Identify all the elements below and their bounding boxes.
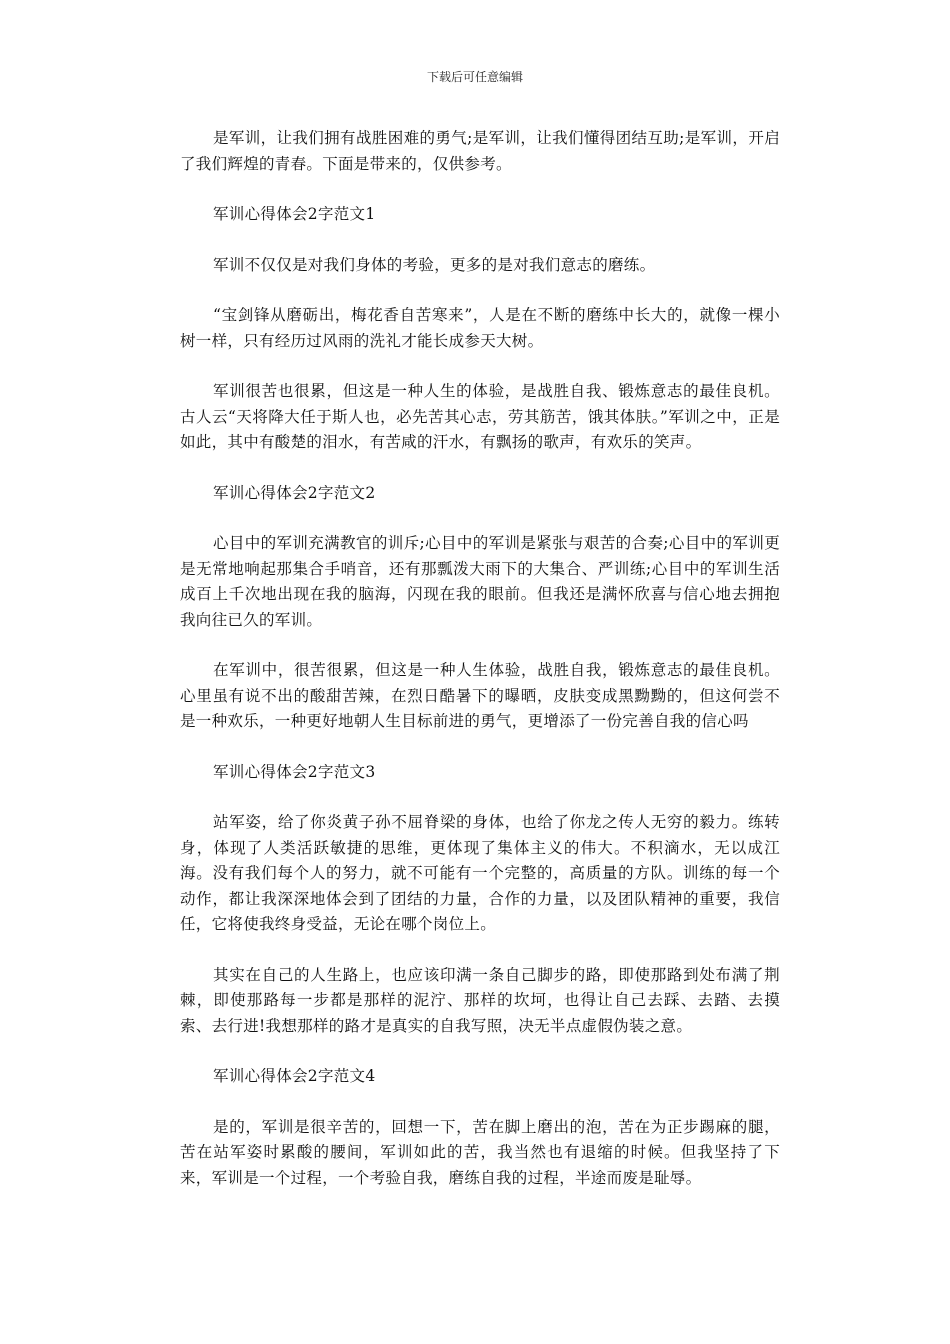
paragraph: 是的，军训是很辛苦的，回想一下，苦在脚上磨出的泡，苦在为正步踢麻的腿，苦在站军姿时累酸的腰间，军训如此的苦，我当然也有退缩的时候。但我坚持了下来，军训是一个过程，一个考验自我，磨练自我的过程，半途而废是耻辱。 bbox=[180, 1117, 780, 1187]
section-heading-2: 军训心得体会2字范文2 bbox=[213, 483, 376, 502]
paragraph: 军训很苦也很累，但这是一种人生的体验，是战胜自我、锻炼意志的最佳良机。古人云“天将降大任于斯人也，必先苦其心志，劳其筋苦，饿其体肤。”军训之中，正是如此，其中有酸楚的泪水，有苦咸的汗水，有飘扬的歌声，有欢乐的笑声。 bbox=[180, 382, 780, 451]
header-note: 下载后可任意编辑 bbox=[426, 70, 523, 84]
paragraph: “宝剑锋从磨砺出，梅花香自苦寒来”，人是在不断的磨练中长大的，就像一棵小树一样，只有经历过风雨的洗礼才能长成参天大树。 bbox=[180, 306, 780, 350]
section-heading-4: 军训心得体会2字范文4 bbox=[213, 1067, 376, 1085]
paragraph: 心目中的军训充满教官的训斥;心目中的军训是紧张与艰苦的合奏;心目中的军训更是无常地响起那集合手哨音，还有那瓢泼大雨下的大集合、严训练;心目中的军训生活成百上千次地出现在我的脑海，闪现在我的眼前。但我还是满怀欣喜与信心地去拥抱我向往已久的军训。 bbox=[180, 534, 780, 629]
intro-paragraph: 是军训，让我们拥有战胜困难的勇气;是军训，让我们懂得团结互助;是军训，开启了我们辉煌的青春。下面是带来的，仅供参考。 bbox=[180, 129, 780, 173]
paragraph: 站军姿，给了你炎黄子孙不屈脊梁的身体，也给了你龙之传人无穷的毅力。练转身，体现了人类活跃敏捷的思维，更体现了集体主义的伟大。不积滴水，无以成江海。没有我们每个人的努力，就不可能有一个完整的，高质量的方队。训练的每一个动作，都让我深深地体会到了团结的力量，合作的力量，以及团队精神的重要，我信任，它将使我终身受益，无论在哪个岗位上。 bbox=[180, 813, 780, 933]
paragraph: 军训不仅仅是对我们身体的考验，更多的是对我们意志的磨练。 bbox=[213, 255, 656, 274]
document-body bbox=[180, 126, 780, 1216]
paragraph: 其实在自己的人生路上，也应该印满一条自己脚步的路，即使那路到处布满了荆棘，即使那路每一步都是那样的泥泞、那样的坎坷，也得让自己去踩、去踏、去摸索、去行进!我想那样的路才是真实的自我写照，决无半点虚假伪装之意。 bbox=[180, 965, 780, 1035]
section-heading-3: 军训心得体会2字范文3 bbox=[213, 762, 376, 781]
section-heading-1: 军训心得体会2字范文1 bbox=[213, 205, 376, 223]
paragraph: 在军训中，很苦很累，但这是一种人生体验，战胜自我，锻炼意志的最佳良机。心里虽有说不出的酸甜苦辣，在烈日酷暑下的曝晒，皮肤变成黑黝黝的，但这何尝不是一种欢乐，一种更好地朝人生目标前进的勇气，更增添了一份完善自我的信心吗 bbox=[180, 661, 780, 730]
